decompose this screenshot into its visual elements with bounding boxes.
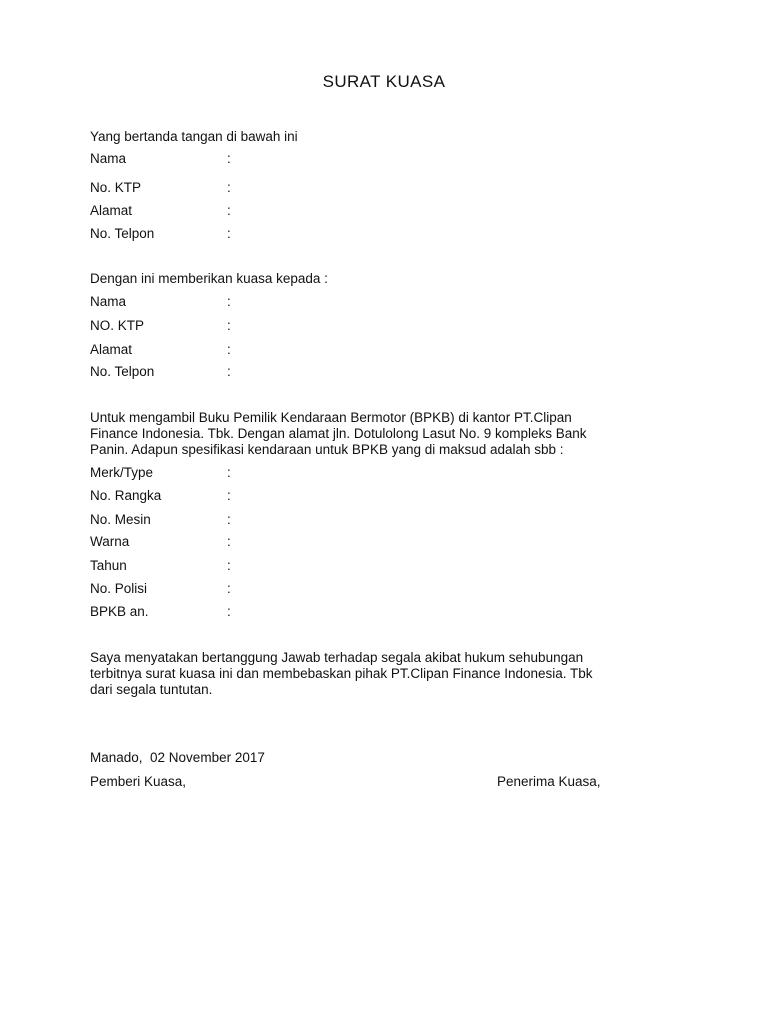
grantor-intro: Yang bertanda tangan di bawah ini (90, 129, 298, 144)
vehicle-owner-colon: : (227, 604, 231, 619)
vehicle-color-colon: : (227, 534, 231, 549)
grantor-signature-label: Pemberi Kuasa, (90, 774, 187, 789)
vehicle-year-colon: : (227, 558, 231, 573)
grantee-ktp-label: NO. KTP (90, 318, 145, 333)
grantor-address-label: Alamat (90, 203, 133, 218)
grantee-ktp-colon: : (227, 318, 231, 333)
grantor-name-label: Nama (90, 151, 127, 166)
grantee-intro: Dengan ini memberikan kuasa kepada : (90, 271, 328, 286)
vehicle-chassis-label: No. Rangka (90, 488, 162, 503)
grantee-signature-label: Penerima Kuasa, (497, 774, 601, 789)
vehicle-owner-label: BPKB an. (90, 604, 149, 619)
vehicle-year-label: Tahun (90, 558, 127, 573)
statement-line: Saya menyatakan bertanggung Jawab terhadap segala akibat hukum sehubungan (90, 650, 584, 665)
statement-line: dari segala tuntutan. (90, 682, 213, 697)
vehicle-color-label: Warna (90, 534, 130, 549)
statement-line: terbitnya surat kuasa ini dan membebaskan pihak PT.Clipan Finance Indonesia. Tbk (90, 666, 593, 681)
grantor-phone-colon: : (227, 226, 231, 241)
vehicle-plate-label: No. Polisi (90, 581, 148, 596)
purpose-line: Finance Indonesia. Tbk. Dengan alamat jln. Dotulolong Lasut No. 9 kompleks Bank (90, 426, 587, 441)
vehicle-engine-label: No. Mesin (90, 512, 151, 527)
vehicle-type-colon: : (227, 465, 231, 480)
grantee-phone-colon: : (227, 364, 231, 379)
vehicle-plate-colon: : (227, 581, 231, 596)
purpose-line: Untuk mengambil Buku Pemilik Kendaraan Bermotor (BPKB) di kantor PT.Clipan (90, 410, 572, 425)
grantor-ktp-label: No. KTP (90, 180, 142, 195)
vehicle-type-label: Merk/Type (90, 465, 154, 480)
grantor-address-colon: : (227, 203, 231, 218)
grantor-phone-label: No. Telpon (90, 226, 155, 241)
grantor-name-colon: : (227, 151, 231, 166)
grantee-name-colon: : (227, 294, 231, 309)
purpose-line: Panin. Adapun spesifikasi kendaraan untuk BPKB yang di maksud adalah sbb : (90, 442, 564, 457)
statement-paragraph (90, 650, 690, 698)
grantor-ktp-colon: : (227, 180, 231, 195)
vehicle-chassis-colon: : (227, 488, 231, 503)
page-title: SURAT KUASA (322, 72, 446, 91)
place-date: Manado, 02 November 2017 (90, 750, 265, 765)
vehicle-engine-colon: : (227, 512, 231, 527)
grantee-address-colon: : (227, 342, 231, 357)
grantee-phone-label: No. Telpon (90, 364, 155, 379)
grantee-address-label: Alamat (90, 342, 133, 357)
grantee-name-label: Nama (90, 294, 127, 309)
purpose-paragraph (90, 410, 690, 458)
